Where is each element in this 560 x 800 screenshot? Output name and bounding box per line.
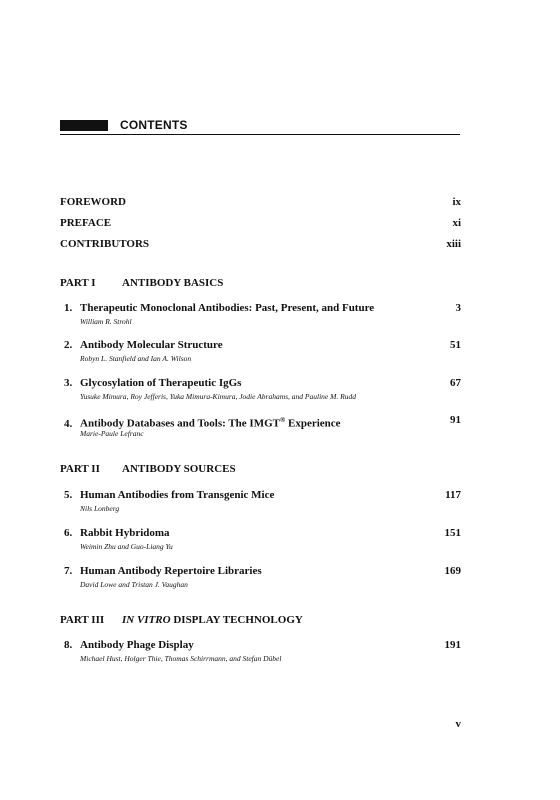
toc-entry-label: CONTRIBUTORS: [60, 238, 150, 250]
chapter-authors: William R. Strohl: [80, 317, 132, 326]
chapter-page: 91: [450, 414, 461, 426]
toc-chapter-7[interactable]: [64, 564, 461, 594]
chapter-title-line: [64, 301, 374, 315]
header-rule: [60, 134, 460, 135]
chapter-number: 8.: [64, 639, 73, 651]
part-number: PART I: [60, 277, 96, 289]
part-title-italic: IN VITRO: [122, 614, 171, 626]
part-heading-1: [60, 276, 223, 290]
chapter-title-line: [64, 526, 170, 540]
chapter-authors: Nils Lonberg: [80, 504, 120, 513]
toc-entry-page: xi: [452, 217, 461, 229]
toc-entry-label: FOREWORD: [60, 196, 126, 208]
part-number: PART III: [60, 614, 105, 626]
chapter-title: Rabbit Hybridoma: [80, 527, 170, 539]
chapter-title-line: [64, 638, 194, 652]
chapter-page: 169: [444, 565, 461, 577]
part-heading-2: [60, 462, 236, 476]
chapter-number: 2.: [64, 339, 73, 351]
chapter-title-line: [64, 564, 262, 578]
page-number: v: [455, 718, 461, 730]
chapter-number: 1.: [64, 302, 73, 314]
chapter-number: 3.: [64, 377, 73, 389]
chapter-title: Antibody Databases and Tools: The IMGT: [80, 417, 280, 430]
chapter-title-line: [64, 488, 274, 502]
chapter-authors: David Lowe and Tristan J. Vaughan: [80, 580, 188, 589]
part-heading-3: [60, 613, 303, 627]
chapter-page: 117: [445, 489, 461, 501]
chapter-authors: Marie-Paule Lefranc: [80, 429, 144, 438]
toc-chapter-8[interactable]: [64, 638, 461, 668]
chapter-title-line: [64, 413, 341, 431]
part-number: PART II: [60, 463, 100, 475]
chapter-number: 7.: [64, 565, 73, 577]
chapter-title: Antibody Phage Display: [80, 639, 194, 651]
toc-chapter-3[interactable]: [64, 376, 461, 406]
part-title: ANTIBODY SOURCES: [122, 463, 236, 475]
chapter-title-suffix: Experience: [285, 417, 341, 430]
chapter-title: Human Antibody Repertoire Libraries: [80, 565, 262, 577]
toc-chapter-1[interactable]: [64, 301, 461, 331]
toc-entry-page: xiii: [446, 238, 461, 250]
toc-chapter-6[interactable]: [64, 526, 461, 556]
chapter-page: 3: [455, 302, 461, 314]
chapter-authors: Weimin Zhu and Guo-Liang Yu: [80, 542, 173, 551]
chapter-authors: Robyn L. Stanfield and Ian A. Wilson: [80, 354, 192, 363]
chapter-authors: Yusuke Mimura, Roy Jefferis, Yuka Mimura-Kimura, Jodie Abrahams, and Pauline M. Rudd: [80, 392, 356, 401]
chapter-page: 191: [444, 639, 461, 651]
registered-trademark-mark: ®: [280, 416, 286, 424]
chapter-number: 4.: [64, 417, 73, 430]
chapter-title: Glycosylation of Therapeutic IgGs: [80, 377, 242, 389]
chapter-page: 151: [444, 527, 461, 539]
header-bar: [60, 120, 108, 131]
chapter-page: 51: [450, 339, 461, 351]
chapter-title-line: [64, 376, 241, 390]
chapter-title-line: [64, 338, 223, 352]
toc-chapter-4[interactable]: [64, 413, 461, 443]
chapter-page: 67: [450, 377, 461, 389]
toc-chapter-5[interactable]: [64, 488, 461, 518]
contents-header: [60, 117, 460, 135]
chapter-title: Antibody Molecular Structure: [80, 339, 223, 351]
chapter-authors: Michael Hust, Holger Thie, Thomas Schirrmann, and Stefan Dübel: [80, 654, 282, 663]
chapter-number: 6.: [64, 527, 73, 539]
toc-entry-label: PREFACE: [60, 217, 112, 229]
chapter-title: Therapeutic Monoclonal Antibodies: Past, Present, and Future: [80, 302, 375, 314]
chapter-title: Human Antibodies from Transgenic Mice: [80, 489, 275, 501]
part-title: ANTIBODY BASICS: [122, 277, 224, 289]
page-title: CONTENTS: [120, 118, 188, 132]
part-title: DISPLAY TECHNOLOGY: [170, 614, 303, 626]
toc-chapter-2[interactable]: [64, 338, 461, 368]
toc-entry-page: ix: [452, 196, 461, 208]
chapter-number: 5.: [64, 489, 73, 501]
